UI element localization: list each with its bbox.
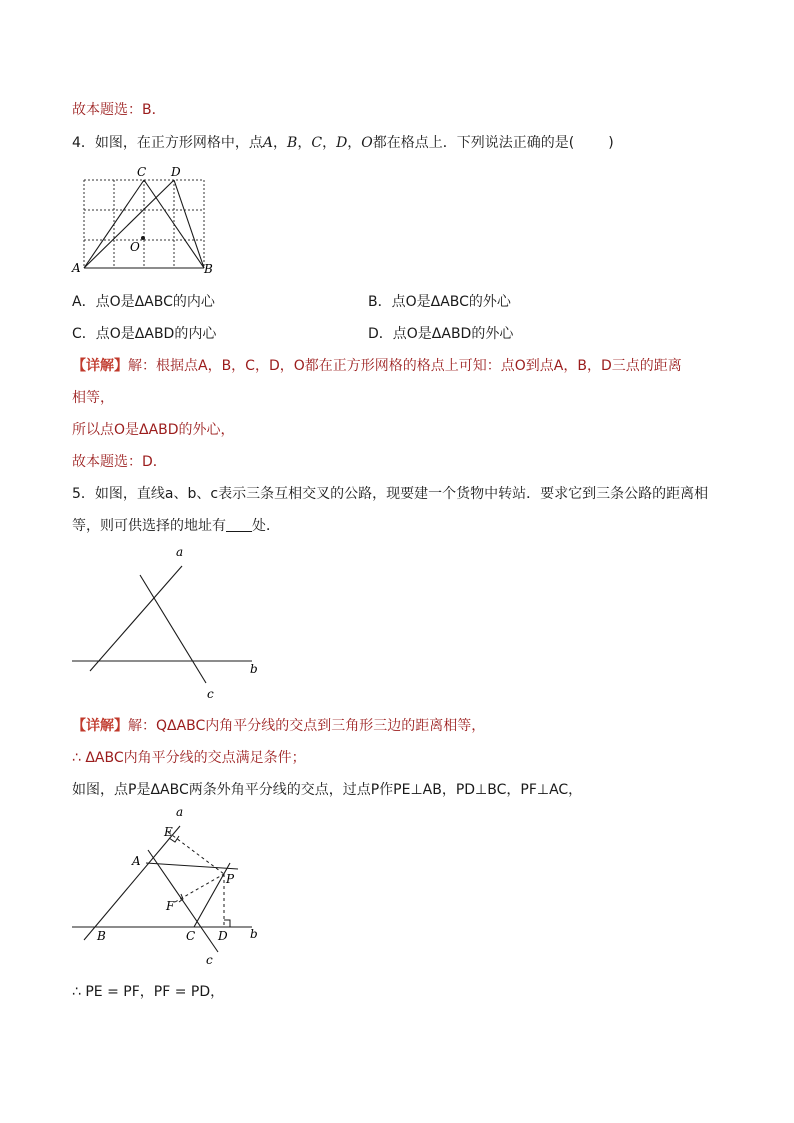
q5-question-prefix: 等，则可供选择的地址有 (72, 518, 226, 534)
q5-detail-line-4: ∴ PE = PF，PF = PD， (72, 984, 225, 1000)
q5-detail-line-2: ∴ ΔABC内角平分线的交点满足条件； (72, 750, 306, 766)
fig1-label-c: C (137, 165, 147, 179)
fig3-label-a-point: A (132, 854, 141, 868)
fig1-label-d: D (171, 165, 181, 179)
q4-option-b: B．点O是ΔABC的外心 (368, 294, 511, 310)
fig3-label-f: F (166, 899, 175, 913)
fig3-label-d: D (218, 929, 228, 943)
fig3-label-e: E (164, 825, 173, 839)
q4-detail-line-2: 相等， (72, 390, 114, 406)
fig3-label-b-point: B (97, 929, 106, 943)
q4-point-c: C (311, 135, 323, 151)
q4-detail-text-1: 解：根据点A，B，C，D，O都在正方形网格的格点上可知：点O到点A，B，D三点的距离 (128, 358, 682, 374)
q4-detail-line-3: 所以点O是ΔABD的外心， (72, 422, 235, 438)
q4-point-o: O (361, 135, 373, 151)
q5-question-line-2 (72, 516, 280, 536)
fig1-label-o: O (130, 240, 140, 254)
q5-detail-line-3: 如图，点P是ΔABC两条外角平分线的交点，过点P作PE⊥AB，PD⊥BC，PF⊥AC， (72, 782, 583, 798)
fig3-label-c-point: C (186, 929, 196, 943)
q5-detail-line-1 (72, 716, 485, 736)
fig3-label-c: c (206, 953, 213, 967)
q4-grid-figure (72, 160, 232, 280)
q4-detail-line-1 (72, 356, 682, 376)
q4-point-b: B (287, 135, 298, 151)
fig3-label-a: a (176, 805, 184, 819)
q4-question: 4．如图，在正方形网格中，点A，B，C，D，O都在格点上．下列说法正确的是( ) (72, 135, 614, 151)
fig1-label-a: A (72, 261, 81, 275)
q5-bisector-figure (68, 805, 278, 968)
q5-detail-tag: 【详解】 (72, 718, 128, 734)
q4-point-a: A (262, 135, 274, 151)
q4-option-d: D．点O是ΔABD的外心 (368, 326, 514, 342)
q4-option-a: A．点O是ΔABC的内心 (72, 294, 215, 310)
fig3-label-b: b (250, 927, 258, 941)
q4-option-c: C．点O是ΔABD的内心 (72, 326, 217, 342)
q5-question-suffix: 处． (252, 518, 280, 534)
q5-detail-text-1: 解：QΔABC内角平分线的交点到三角形三边的距离相等， (128, 718, 486, 734)
q5-roads-figure (68, 540, 268, 700)
q4-question-prefix: 4．如图，在正方形网格中，点 (72, 135, 263, 151)
fig2-label-a: a (176, 545, 184, 559)
q5-question-line-1: 5．如图，直线a、b、c表示三条互相交叉的公路，现要建一个货物中转站．要求它到三条公路的距离相 (72, 486, 709, 502)
fig2-label-b: b (250, 662, 258, 676)
prev-answer: 故本题选：B． (72, 102, 166, 118)
q4-question-suffix: 都在格点上．下列说法正确的是( (372, 135, 575, 151)
q4-detail-tag: 【详解】 (72, 358, 128, 374)
fig1-label-b: B (204, 262, 213, 276)
fig3-label-p: P (226, 872, 235, 886)
q5-answer-blank (226, 517, 252, 532)
fig2-label-c: c (207, 687, 214, 701)
q4-point-d: D (336, 135, 348, 151)
q4-answer: 故本题选：D． (72, 454, 167, 470)
q4-close-paren: ) (608, 135, 614, 151)
